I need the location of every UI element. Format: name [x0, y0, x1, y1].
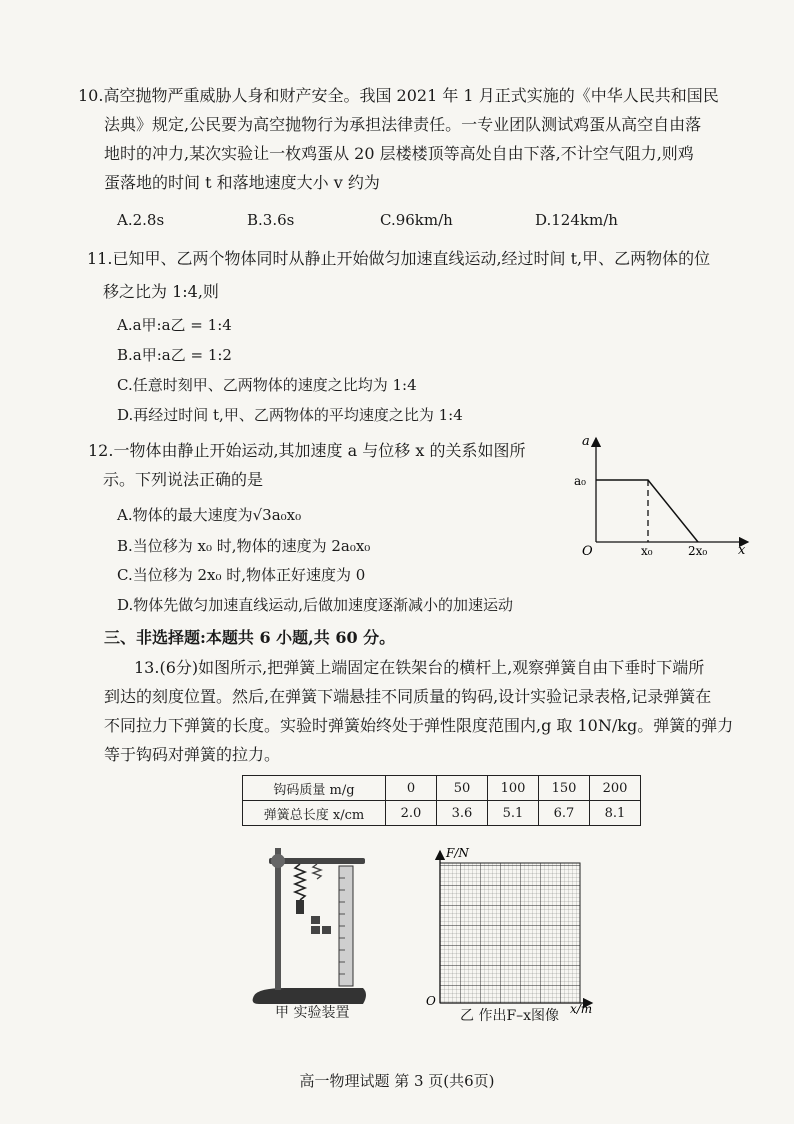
q13-line-3: 不同拉力下弹簧的长度。实验时弹簧始终处于弹性限度范围内,g 取 10N/kg。弹簧的弹力: [104, 716, 734, 735]
hook-weight: [322, 926, 331, 934]
graph-origin: O: [582, 544, 593, 559]
table-cell: 3.6: [437, 801, 488, 826]
q12-option-c: C.当位移为 2x₀ 时,物体正好速度为 0: [117, 566, 366, 584]
acceleration-displacement-graph: [570, 430, 760, 565]
hook-weight: [311, 916, 320, 924]
table-cell: 200: [590, 776, 641, 801]
table-row: [243, 801, 641, 826]
table-row: [243, 776, 641, 801]
grid-x-label: x/m: [570, 1002, 593, 1015]
table-cell: 钩码质量 m/g: [243, 776, 386, 801]
table-cell: 6.7: [539, 801, 590, 826]
graph-x-tick-1: x₀: [641, 544, 653, 558]
page-footer: 高一物理试题 第 3 页(共6页): [299, 1072, 495, 1090]
grid-y-label: F/N: [446, 846, 469, 860]
apparatus-caption: 甲 实验装置: [275, 1005, 350, 1021]
table-cell: 150: [539, 776, 590, 801]
q10-option-b: B.3.6s: [247, 211, 295, 229]
q12-option-a: A.物体的最大速度为√3a₀x₀: [117, 506, 302, 524]
q11-line-2: 移之比为 1:4,则: [103, 282, 219, 301]
table-cell: 100: [488, 776, 539, 801]
graph-y-tick: a₀: [574, 474, 586, 488]
grid-origin: O: [426, 994, 436, 1008]
graph-x-tick-2: 2x₀: [688, 544, 708, 558]
table-cell: 弹簧总长度 x/cm: [243, 801, 386, 826]
acceleration-curve: [596, 480, 698, 542]
q12-line-1: 12.一物体由静止开始运动,其加速度 a 与位移 x 的关系如图所: [88, 441, 526, 460]
hook-weight: [296, 900, 304, 914]
spring: [313, 864, 321, 879]
graph-paper-grid: [440, 863, 580, 1003]
q13-line-4: 等于钩码对弹簧的拉力。: [104, 745, 281, 764]
graph-x-label: x: [738, 543, 746, 558]
table-cell: 50: [437, 776, 488, 801]
q12-option-b: B.当位移为 x₀ 时,物体的速度为 2a₀x₀: [117, 537, 371, 555]
q11-option-c: C.任意时刻甲、乙两物体的速度之比均为 1:4: [117, 376, 417, 394]
q10-option-c: C.96km/h: [380, 211, 453, 229]
q13-line-1: 13.(6分)如图所示,把弹簧上端固定在铁架台的横杆上,观察弹簧自由下垂时下端所: [134, 658, 705, 677]
table-cell: 2.0: [386, 801, 437, 826]
q13-line-2: 到达的刻度位置。然后,在弹簧下端悬挂不同质量的钩码,设计实验记录表格,记录弹簧在: [104, 687, 712, 706]
spring: [295, 864, 305, 900]
experiment-apparatus-figure: [245, 838, 375, 1016]
q10-line-2: 法典》规定,公民要为高空抛物行为承担法律责任。一专业团队测试鸡蛋从高空自由落: [104, 115, 702, 134]
f-x-grid-figure: [420, 845, 605, 1015]
graph-y-label: a: [582, 434, 590, 449]
q11-option-a: A.a甲:a乙 = 1:4: [117, 316, 232, 334]
q10-line-4: 蛋落地的时间 t 和落地速度大小 v 约为: [104, 173, 380, 192]
spring-data-table: [242, 775, 641, 826]
hook-weight: [311, 926, 320, 934]
section-3-heading: 三、非选择题:本题共 6 小题,共 60 分。: [104, 628, 396, 647]
table-cell: 8.1: [590, 801, 641, 826]
q10-option-d: D.124km/h: [535, 211, 618, 229]
stand-pole: [275, 848, 281, 990]
q10-line-1: 10.高空抛物严重威胁人身和财产安全。我国 2021 年 1 月正式实施的《中华人民共和国民: [78, 86, 719, 105]
q11-option-b: B.a甲:a乙 = 1:2: [117, 346, 232, 364]
grid-caption: 乙 作出F–x图像: [460, 1008, 560, 1024]
q10-line-3: 地时的冲力,某次实验让一枚鸡蛋从 20 层楼楼顶等高处自由下落,不计空气阻力,则鸡: [104, 144, 694, 163]
stand-clamp: [271, 854, 285, 868]
q12-line-2: 示。下列说法正确的是: [103, 470, 264, 489]
q11-line-1: 11.已知甲、乙两个物体同时从静止开始做匀加速直线运动,经过时间 t,甲、乙两物体的位: [87, 249, 711, 268]
table-cell: 0: [386, 776, 437, 801]
q10-option-a: A.2.8s: [117, 211, 165, 229]
q12-option-d: D.物体先做匀加速直线运动,后做加速度逐渐减小的加速运动: [117, 596, 514, 614]
q11-option-d: D.再经过时间 t,甲、乙两物体的平均速度之比为 1:4: [117, 406, 463, 424]
table-cell: 5.1: [488, 801, 539, 826]
